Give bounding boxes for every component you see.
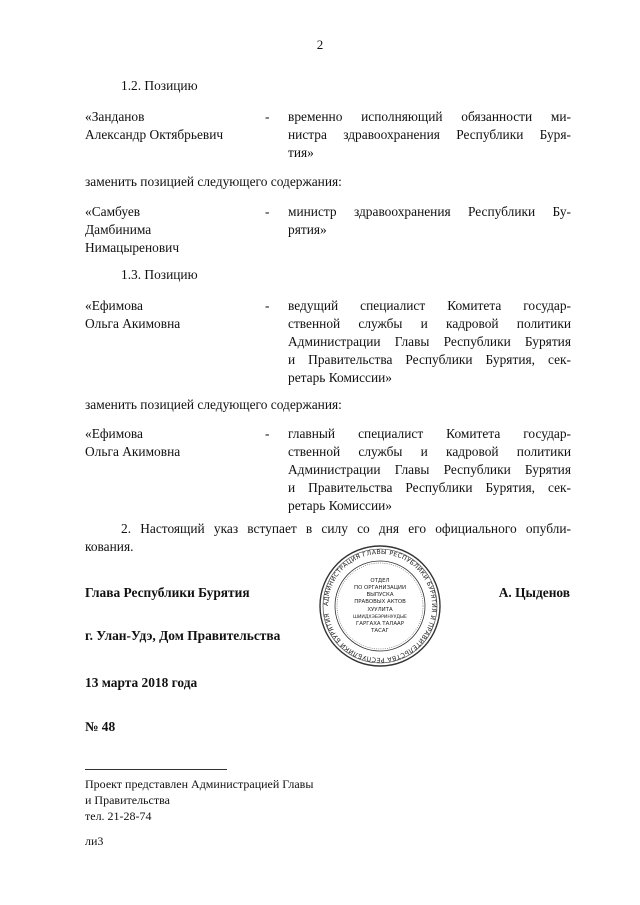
page-number: 2 [316, 37, 324, 52]
name-line: «Самбуев [85, 204, 141, 219]
name-line: Ольга Акимовна [85, 316, 181, 331]
desc-line: нистра здравоохранения Республики Буря- [288, 127, 571, 142]
desc-line: тия» [288, 145, 314, 160]
position-old-name [85, 297, 180, 333]
desc-line: министр здравоохранения Республики Бу- [288, 204, 571, 219]
desc-line: Администрации Главы Республики Бурятия [288, 334, 571, 349]
clause-line: 2. Настоящий указ вступает в силу со дня его официального опубли- [121, 521, 571, 536]
position-new-description [288, 203, 571, 239]
clause-line: кования. [85, 539, 134, 554]
position-new-name [85, 203, 179, 257]
item-1-2-heading: 1.2. Позицию [121, 78, 198, 93]
position-old-description [288, 297, 571, 387]
seal-line: ВЫПУСКА [366, 592, 394, 598]
name-line: Ольга Акимовна [85, 444, 181, 459]
seal-outer-text: АДМИНИСТРАЦИЯ ГЛАВЫ РЕСПУБЛИКИ БУРЯТИЯ И ПРАВИТЕЛЬСТВА РЕСПУБЛИКИ БУРЯТИЯ [322, 548, 438, 664]
name-line: Александр Октябрьевич [85, 127, 224, 142]
official-seal [318, 544, 442, 668]
position-dash: - [265, 426, 270, 441]
position-new-name [85, 425, 180, 461]
desc-line: рятия» [288, 222, 327, 237]
position-dash: - [265, 204, 270, 219]
footnote-line: и Правительства [85, 793, 170, 807]
seal-line: ПРАВОВЫХ АКТОВ [354, 599, 406, 605]
desc-line: временно исполняющий обязанности ми- [288, 109, 571, 124]
name-line: Нимацыренович [85, 240, 180, 255]
seal-line: ХУУЛИТА [367, 607, 393, 613]
desc-line: ведущий специалист Комитета государ- [288, 298, 571, 313]
footnote [85, 776, 313, 824]
desc-line: и Правительства Республики Бурятия, сек- [288, 480, 571, 495]
position-old-name [85, 108, 223, 144]
position-dash: - [265, 109, 270, 124]
desc-line: и Правительства Республики Бурятия, сек- [288, 352, 571, 367]
footnote-code: ли3 [85, 834, 104, 848]
name-line: Дамбинима [85, 222, 152, 237]
footnote-line: тел. 21-28-74 [85, 809, 152, 823]
position-old-description [288, 108, 571, 162]
desc-line: ретарь Комиссии» [288, 498, 393, 513]
position-dash: - [265, 298, 270, 313]
date: 13 марта 2018 года [85, 675, 198, 690]
desc-line: главный специалист Комитета государ- [288, 426, 571, 441]
footnote-line: Проект представлен Администрацией Главы [85, 777, 314, 791]
name-line: «Занданов [85, 109, 145, 124]
name-line: «Ефимова [85, 298, 143, 313]
seal-line: ГАРГАХА ТАЛААР [356, 621, 404, 627]
desc-line: ственной службы и кадровой политики [288, 316, 571, 331]
replace-text: заменить позицией следующего содержания: [85, 397, 342, 412]
seal-line: ШИИДХЭБЭРИНУУДЫЕ [353, 615, 407, 620]
document-number: № 48 [85, 719, 116, 734]
replace-text: заменить позицией следующего содержания: [85, 174, 342, 189]
place: г. Улан-Удэ, Дом Правительства [85, 628, 281, 643]
seal-line: ОТДЕЛ [370, 578, 390, 584]
desc-line: Администрации Главы Республики Бурятия [288, 462, 571, 477]
item-1-3-heading: 1.3. Позицию [121, 267, 198, 282]
svg-text:АДМИНИСТРАЦИЯ ГЛАВЫ РЕСПУБЛИКИ [323, 549, 437, 663]
seal-line: ПО ОРГАНИЗАЦИИ [354, 585, 406, 591]
seal-line: ТАСАГ [371, 628, 389, 634]
desc-line: ственной службы и кадровой политики [288, 444, 571, 459]
position-new-description [288, 425, 571, 515]
signature-title: Глава Республики Бурятия [85, 585, 250, 600]
signature-name: А. Цыденов [498, 585, 570, 600]
footnote-divider [85, 769, 227, 770]
name-line: «Ефимова [85, 426, 143, 441]
desc-line: ретарь Комиссии» [288, 370, 393, 385]
